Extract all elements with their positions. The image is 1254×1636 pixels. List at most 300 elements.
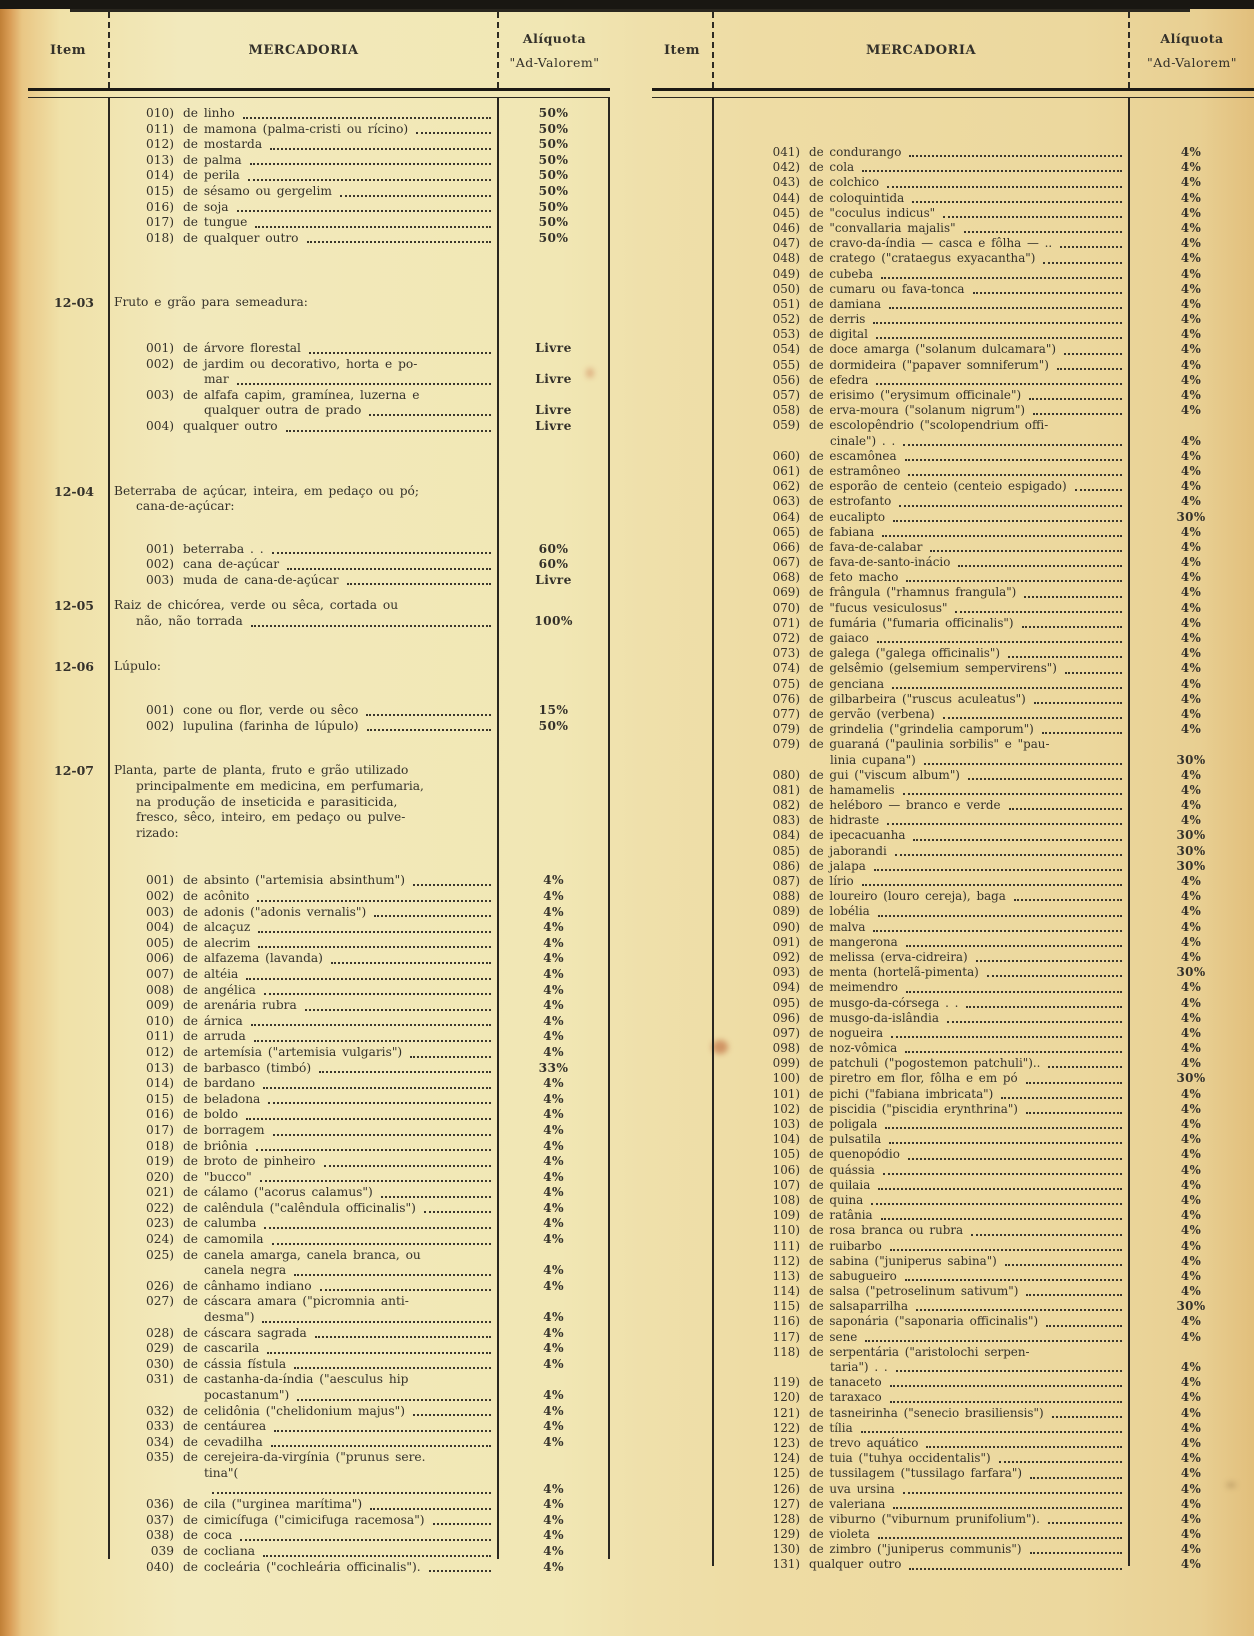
row-spacer: [28, 734, 610, 763]
rate-value: 4%: [1180, 251, 1202, 266]
item-code: [28, 542, 108, 558]
item-number: 081): [772, 782, 800, 797]
dotted-leader: [903, 793, 1122, 795]
table-row: [28, 1232, 610, 1248]
rate-value: 4%: [1180, 205, 1202, 220]
table-row: [28, 168, 610, 184]
rate-value: 4%: [1180, 236, 1202, 251]
mercadoria-label: de pulsatila: [809, 1132, 882, 1147]
item-number: 099): [772, 1056, 800, 1071]
table-row: [28, 231, 610, 247]
table-row: [652, 1132, 1254, 1147]
item-number: 006): [145, 951, 174, 966]
item-number: 061): [772, 463, 800, 478]
item-number: 021): [145, 1185, 174, 1200]
table-row: [28, 1107, 610, 1123]
mercadoria-label: de cila ("urginea marítima"): [183, 1497, 363, 1512]
mercadoria-text: [712, 950, 1128, 965]
rate-value: [497, 810, 610, 826]
item-number: 083): [772, 813, 800, 828]
dotted-leader: [294, 1367, 491, 1369]
item-code: 12-06: [54, 658, 94, 674]
rate-value: 50%: [538, 199, 569, 214]
item-code: [652, 889, 712, 904]
item-code: [652, 677, 712, 692]
mercadoria-label: de cáscara amara ("picromnia anti-: [183, 1294, 409, 1309]
item-number: 119): [772, 1375, 800, 1390]
dotted-leader: [255, 226, 491, 228]
item-code: [28, 1497, 108, 1513]
mercadoria-label: de trevo aquático: [809, 1435, 919, 1450]
mercadoria-label: de quássia: [809, 1162, 875, 1177]
rate-value: [497, 659, 610, 675]
table-row: [652, 935, 1254, 950]
rate-value: 4%: [543, 1091, 564, 1106]
dotted-leader: [320, 1289, 491, 1291]
dotted-leader: [212, 1492, 491, 1494]
table-row: [28, 1482, 610, 1498]
dotted-leader: [903, 1492, 1122, 1494]
item-code: [652, 585, 712, 600]
mercadoria-text: [108, 231, 497, 247]
mercadoria-label: qualquer outro: [809, 1557, 902, 1572]
rate-value: 4%: [1180, 160, 1202, 175]
mercadoria-label: Beterraba de açúcar, inteira, em pedaço ou pó;: [114, 483, 419, 498]
dotted-leader: [271, 1445, 491, 1447]
mercadoria-label: de "fucus vesiculosus": [809, 600, 948, 615]
rate-value: 4%: [1180, 1177, 1202, 1192]
mercadoria-text: [712, 1178, 1128, 1193]
mercadoria-label: de quilaia: [809, 1177, 871, 1192]
rate-value: 4%: [543, 1481, 564, 1496]
item-code: [652, 753, 712, 768]
table-row: [652, 206, 1254, 221]
mercadoria-label: de árvore florestal: [183, 340, 301, 355]
item-number: 110): [772, 1223, 800, 1238]
mercadoria-text: [712, 585, 1128, 600]
row-spacer: [28, 841, 610, 873]
table-row: [652, 251, 1254, 266]
table-row: [28, 1123, 610, 1139]
item-number: 001): [145, 873, 174, 888]
item-code: [28, 357, 108, 373]
item-code: [28, 1357, 108, 1373]
table-row: [652, 1527, 1254, 1542]
item-code: [652, 388, 712, 403]
item-number: 067): [772, 555, 800, 570]
rate-value: 4%: [1180, 1375, 1202, 1390]
item-number: 014): [145, 1076, 174, 1091]
column-rule: [608, 98, 610, 1559]
rate-value: 4%: [1180, 1451, 1202, 1466]
mercadoria-text: [108, 1092, 497, 1108]
mercadoria-label: de pichi ("fabiana imbricata"): [809, 1086, 994, 1101]
item-code: [28, 573, 108, 589]
mercadoria-text: [108, 573, 497, 589]
mercadoria-label: beterraba . .: [183, 541, 264, 556]
item-code: [652, 342, 712, 357]
table-row: [652, 388, 1254, 403]
rate-value: 4%: [1180, 1192, 1202, 1207]
rate-value: 4%: [1180, 585, 1202, 600]
item-code: [652, 312, 712, 327]
item-number: 058): [772, 403, 800, 418]
item-code: [652, 1178, 712, 1193]
mercadoria-text: [108, 295, 497, 311]
mercadoria-label: de doce amarga ("solanum dulcamara"): [809, 342, 1056, 357]
table-row: [28, 1450, 610, 1466]
mercadoria-text: [108, 920, 497, 936]
dotted-leader: [999, 1461, 1122, 1463]
table-row: [652, 494, 1254, 509]
item-number: 049): [772, 266, 800, 281]
mercadoria-text: [108, 659, 497, 675]
item-code: [652, 707, 712, 722]
mercadoria-text: [712, 1284, 1128, 1299]
mercadoria-label: de tanaceto: [809, 1375, 882, 1390]
mercadoria-text: [712, 1497, 1128, 1512]
mercadoria-label: de rosa branca ou rubra: [809, 1223, 964, 1238]
item-code: [652, 267, 712, 282]
mercadoria-label: qualquer outra de prado: [204, 403, 362, 418]
table-row: [28, 1139, 610, 1155]
item-number: 027): [145, 1294, 174, 1309]
rate-value: 4%: [1180, 904, 1202, 919]
mercadoria-text: [108, 1170, 497, 1186]
table-row: [652, 1360, 1254, 1375]
dotted-leader: [890, 1249, 1122, 1251]
item-number: 101): [772, 1086, 800, 1101]
dotted-leader: [237, 383, 491, 385]
item-code: [652, 616, 712, 631]
mercadoria-label: Lúpulo:: [114, 658, 161, 673]
item-code: [28, 1560, 108, 1576]
dotted-leader: [881, 277, 1122, 279]
item-number: 131): [772, 1557, 800, 1572]
item-code: [652, 540, 712, 555]
table-row: [652, 1208, 1254, 1223]
dotted-leader: [1046, 1325, 1122, 1327]
item-code: [28, 1466, 108, 1482]
item-number: 057): [772, 388, 800, 402]
table-row: [652, 175, 1254, 190]
mercadoria-label: de alfazema (lavanda): [183, 951, 323, 966]
column-rule: [712, 98, 714, 1566]
table-row: [652, 403, 1254, 418]
table-row: [28, 1466, 610, 1482]
rate-value: 4%: [1180, 403, 1202, 418]
mercadoria-label: de noz-vômica: [809, 1041, 898, 1056]
item-code: [652, 236, 712, 251]
mercadoria-text: [108, 1372, 497, 1388]
item-number: 050): [772, 281, 800, 296]
item-number: 082): [772, 798, 800, 813]
mercadoria-text: [108, 703, 497, 719]
column-rule: [108, 98, 110, 1559]
item-number: 003): [145, 904, 174, 919]
dotted-leader: [367, 729, 491, 731]
mercadoria-label: de arenária rubra: [183, 998, 297, 1013]
table-row: [652, 236, 1254, 251]
dotted-leader: [877, 641, 1122, 643]
item-number: 094): [772, 980, 800, 995]
rate-value: 4%: [1180, 1557, 1202, 1572]
item-number: 002): [145, 557, 174, 572]
mercadoria-label: de alfafa capim, gramínea, luzerna e: [183, 387, 420, 402]
mercadoria-text: [712, 965, 1128, 980]
table-row: [652, 980, 1254, 995]
item-code: [652, 631, 712, 646]
rate-value: 4%: [1180, 1466, 1202, 1481]
rate-value: [1128, 737, 1254, 752]
item-number: 086): [772, 858, 800, 873]
dotted-leader: [413, 884, 491, 886]
table-row: [652, 1482, 1254, 1497]
dotted-leader: [1026, 1112, 1122, 1114]
dotted-leader: [1042, 732, 1122, 734]
mercadoria-text: [712, 1163, 1128, 1178]
dotted-leader: [878, 1537, 1122, 1539]
mercadoria-label: linia cupana"): [830, 752, 916, 767]
table-row: [28, 1294, 610, 1310]
rate-value: 4%: [543, 1169, 564, 1184]
dotted-leader: [895, 854, 1122, 856]
item-code: [652, 1527, 712, 1542]
table-row: [652, 145, 1254, 160]
item-code: [652, 1436, 712, 1451]
item-code: [28, 1310, 108, 1326]
row-spacer: [652, 98, 1254, 145]
item-code: [652, 191, 712, 206]
mercadoria-label: na produção de inseticida e parasiticida,: [136, 794, 398, 809]
mercadoria-label: de malva: [809, 919, 866, 934]
mercadoria-label: de saponária ("saponaria officinalis"): [809, 1314, 1039, 1329]
table-row: [28, 372, 610, 388]
mercadoria-text: [108, 1014, 497, 1030]
table-row: [28, 542, 610, 558]
table-row: [652, 1330, 1254, 1345]
item-number: 117): [772, 1329, 800, 1344]
rate-value: 4%: [1180, 1435, 1202, 1450]
rate-value: [497, 779, 610, 795]
mercadoria-text: [108, 1497, 497, 1513]
rate-value: 4%: [543, 1232, 564, 1247]
item-code: [28, 1201, 108, 1217]
dotted-leader: [893, 1507, 1122, 1509]
item-code: [28, 889, 108, 905]
rate-value: [497, 1248, 610, 1264]
table-row: [28, 1528, 610, 1544]
item-code: [652, 844, 712, 859]
item-code: [652, 1239, 712, 1254]
table-row: [652, 828, 1254, 843]
table-row: [652, 1254, 1254, 1269]
rate-value: 4%: [1180, 1041, 1202, 1056]
item-code: [652, 1208, 712, 1223]
table-row: [652, 1147, 1254, 1162]
item-code: [28, 403, 108, 419]
mercadoria-text: [712, 1087, 1128, 1102]
mercadoria-label: de cânhamo indiano: [183, 1278, 312, 1293]
item-number: 040): [145, 1559, 174, 1574]
item-number: 062): [772, 479, 800, 494]
dotted-leader: [258, 946, 491, 948]
item-number: 090): [772, 919, 800, 934]
table-row: [28, 1263, 610, 1279]
mercadoria-text: [108, 403, 497, 419]
rate-value: 4%: [1180, 555, 1202, 570]
dotted-leader: [876, 383, 1122, 385]
table-row: [652, 1451, 1254, 1466]
mercadoria-label: de salsaparrilha: [809, 1299, 909, 1314]
mercadoria-text: [712, 616, 1128, 631]
item-code: [652, 1406, 712, 1421]
mercadoria-label: de qualquer outro: [183, 230, 299, 245]
item-code: [652, 1284, 712, 1299]
table-row: [28, 1357, 610, 1373]
dotted-leader: [246, 978, 491, 980]
dotted-leader: [274, 1430, 491, 1432]
item-code: [28, 826, 108, 842]
item-number: 098): [772, 1041, 800, 1056]
rate-value: 4%: [1180, 1360, 1202, 1374]
rate-value: 4%: [1180, 798, 1202, 813]
rate-value: 4%: [1180, 1420, 1202, 1435]
item-number: 093): [772, 965, 800, 980]
item-code: [28, 168, 108, 184]
table-row: [652, 1512, 1254, 1527]
table-row: [28, 1045, 610, 1061]
rate-value: Livre: [535, 572, 572, 587]
rate-value: [497, 295, 610, 311]
table-row: [652, 920, 1254, 935]
mercadoria-text: [108, 1076, 497, 1092]
mercadoria-label: de cratego ("crataegus exyacantha"): [809, 251, 1036, 266]
header-divider-rule: [28, 88, 610, 98]
mercadoria-text: [712, 1299, 1128, 1314]
dotted-leader: [873, 322, 1122, 324]
item-code: [652, 494, 712, 509]
mercadoria-text: [108, 1107, 497, 1123]
item-code: [652, 1102, 712, 1117]
item-code: [652, 1390, 712, 1405]
item-code: [652, 950, 712, 965]
mercadoria-text: [108, 1294, 497, 1310]
table-row: [652, 160, 1254, 175]
mercadoria-label: de condurango: [809, 145, 902, 159]
table-row: [652, 1542, 1254, 1557]
item-code: [652, 1026, 712, 1041]
rate-value: [497, 1466, 610, 1482]
item-number: 039: [150, 1543, 174, 1558]
dotted-leader: [324, 1165, 491, 1167]
table-row: [652, 1193, 1254, 1208]
table-row: [652, 1102, 1254, 1117]
mercadoria-label: de meimendro: [809, 980, 898, 995]
item-number: 046): [772, 220, 800, 235]
table-row: [652, 1375, 1254, 1390]
mercadoria-label: de celidônia ("chelidonium majus"): [183, 1403, 406, 1418]
dotted-leader: [966, 1006, 1122, 1008]
item-number: 036): [145, 1497, 174, 1512]
table-row: [652, 373, 1254, 388]
rate-value: 4%: [1180, 949, 1202, 964]
mercadoria-text: [712, 677, 1128, 692]
item-number: 103): [772, 1117, 800, 1131]
dotted-leader: [1024, 596, 1122, 598]
dotted-leader: [331, 962, 491, 964]
dotted-leader: [862, 884, 1122, 886]
dotted-leader: [254, 1040, 491, 1042]
dotted-leader: [1034, 702, 1122, 704]
mercadoria-text: [108, 614, 497, 630]
item-number: 059): [772, 418, 800, 433]
table-row: [652, 768, 1254, 783]
mercadoria-label: de gilbarbeira ("ruscus aculeatus"): [809, 691, 1026, 706]
mercadoria-text: [108, 1154, 497, 1170]
mercadoria-label: de lobélia: [809, 904, 870, 919]
mercadoria-label: de cravo-da-índia — casca e fôlha — ..: [809, 236, 1053, 251]
dotted-leader: [374, 915, 491, 917]
mercadoria-text: [712, 251, 1128, 266]
dotted-leader: [263, 1555, 491, 1557]
item-number: 130): [772, 1542, 800, 1557]
item-number: 043): [772, 175, 800, 190]
mercadoria-label: de cocleária ("cochleária officinalis").: [183, 1559, 421, 1574]
mercadoria-label: de beladona: [183, 1091, 261, 1106]
item-number: 018): [145, 1138, 174, 1153]
table-row: [28, 703, 610, 719]
table-row: [652, 555, 1254, 570]
dotted-leader: [1030, 1552, 1123, 1554]
item-code: [28, 499, 108, 515]
dotted-leader: [964, 231, 1122, 233]
mercadoria-label: de esporão de centeio (centeio espigado): [809, 479, 1067, 494]
item-code: [652, 449, 712, 464]
mercadoria-text: [712, 889, 1128, 904]
item-number: 128): [772, 1511, 800, 1526]
rate-value: 4%: [1180, 342, 1202, 357]
mercadoria-text: [712, 1557, 1128, 1572]
dotted-leader: [909, 155, 1122, 157]
item-number: 106): [772, 1162, 800, 1177]
dotted-leader: [297, 1399, 491, 1401]
mercadoria-label: de palma: [183, 152, 242, 167]
dotted-leader: [899, 505, 1122, 507]
mercadoria-text: [712, 297, 1128, 312]
row-spacer: [28, 435, 610, 484]
mercadoria-label: de alecrim: [183, 935, 251, 950]
item-number: 060): [772, 448, 800, 463]
mercadoria-label: cinale") . .: [830, 433, 896, 448]
mercadoria-text: [712, 464, 1128, 479]
mercadoria-label: de briônia: [183, 1138, 248, 1153]
item-code: [28, 1092, 108, 1108]
dotted-leader: [1075, 489, 1122, 491]
table-row: [652, 327, 1254, 342]
mercadoria-label: de sésamo ou gergelim: [183, 183, 332, 198]
row-spacer: [28, 588, 610, 598]
dotted-leader: [926, 1446, 1122, 1448]
mercadoria-label: de adonis ("adonis vernalis"): [183, 904, 367, 919]
table-row: [28, 1326, 610, 1342]
item-number: 048): [772, 251, 800, 266]
mercadoria-text: [108, 106, 497, 122]
mercadoria-text: [108, 598, 497, 614]
table-row: [28, 573, 610, 589]
item-code: [28, 614, 108, 630]
mercadoria-label: cone ou flor, verde ou sêco: [183, 703, 359, 718]
